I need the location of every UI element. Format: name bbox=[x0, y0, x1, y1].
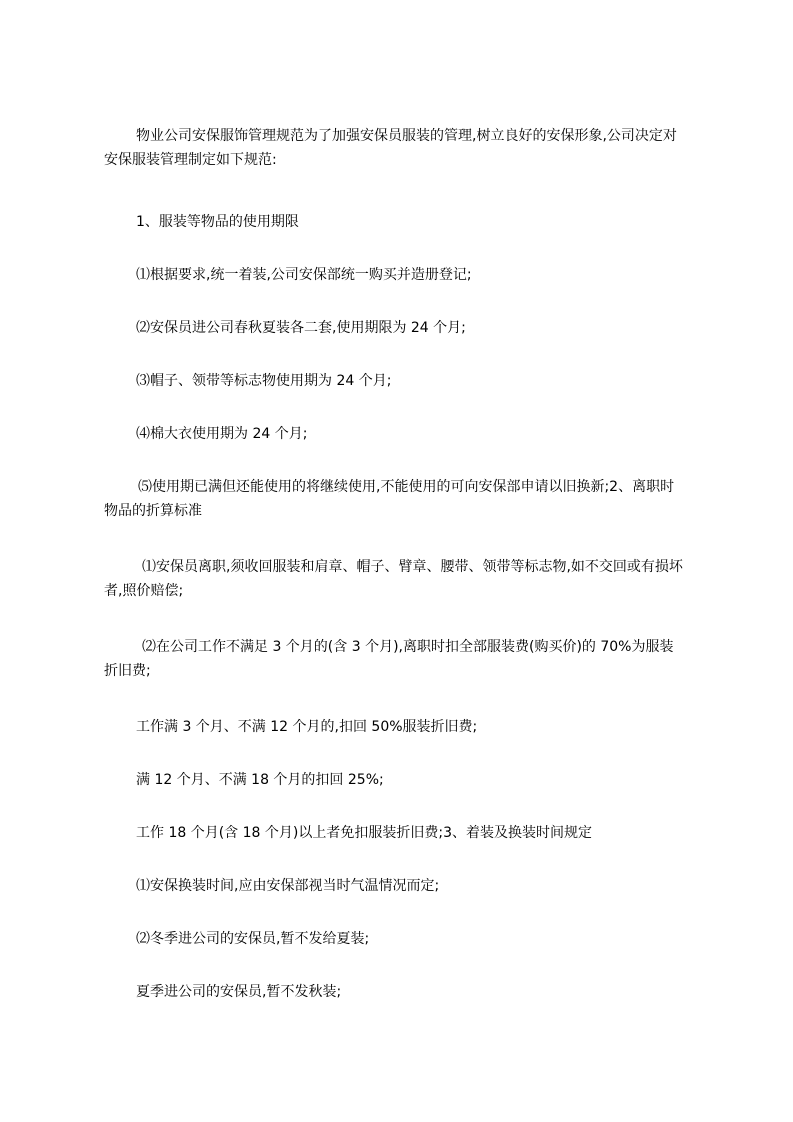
paragraph-item: ⑴安保员离职,须收回服装和肩章、帽子、臂章、腰带、领带等标志物,如不交回或有损坏者,照价赔偿; bbox=[104, 559, 683, 599]
paragraph-item: ⑴根据要求,统一着装,公司安保部统一购买并造册登记; bbox=[136, 267, 472, 283]
section-heading-usage-period: 1、服装等物品的使用期限 bbox=[136, 214, 299, 230]
paragraph-item: ⑴安保换装时间,应由安保部视当时气温情况而定; bbox=[136, 878, 440, 894]
paragraph-item: 夏季进公司的安保员,暂不发秋装; bbox=[136, 984, 342, 1000]
intro-paragraph: 物业公司安保服饰管理规范为了加强安保员服装的管理,树立良好的安保形象,公司决定对安保服装管理制定如下规范: bbox=[104, 128, 677, 168]
paragraph-item: 工作 18 个月(含 18 个月)以上者免扣服装折旧费;3、着装及换装时间规定 bbox=[136, 825, 592, 841]
paragraph-item: ⑵安保员进公司春秋夏装各二套,使用期限为 24 个月; bbox=[136, 320, 466, 336]
paragraph-item: ⑵冬季进公司的安保员,暂不发给夏装; bbox=[136, 931, 370, 947]
paragraph-item: ⑶帽子、领带等标志物使用期为 24 个月; bbox=[136, 373, 392, 389]
paragraph-item: ⑸使用期已满但还能使用的将继续使用,不能使用的可向安保部申请以旧换新;2、离职时物品的折算标准 bbox=[104, 479, 675, 519]
paragraph-item: ⑷棉大衣使用期为 24 个月; bbox=[136, 426, 308, 442]
paragraph-item: 满 12 个月、不满 18 个月的扣回 25%; bbox=[136, 772, 384, 788]
paragraph-item: 工作满 3 个月、不满 12 个月的,扣回 50%服装折旧费; bbox=[136, 719, 478, 735]
paragraph-item: ⑵在公司工作不满足 3 个月的(含 3 个月),离职时扣全部服装费(购买价)的 70%为服装折旧费; bbox=[104, 639, 674, 679]
